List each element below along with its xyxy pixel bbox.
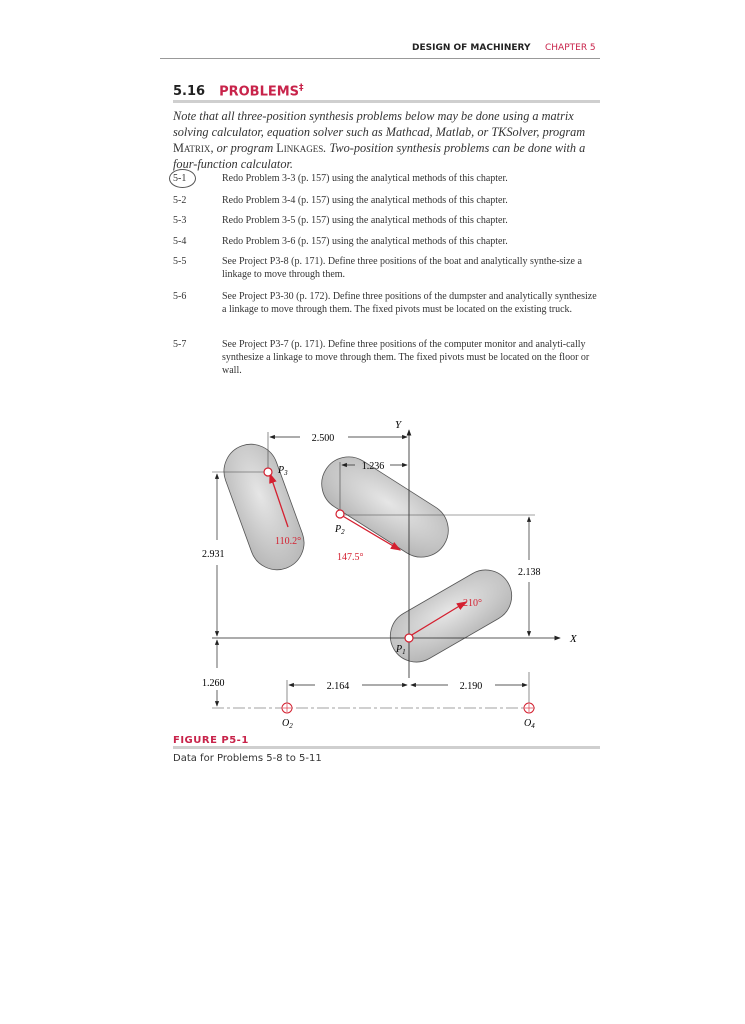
section-name: PROBLEMS — [219, 84, 300, 100]
problem-text: Redo Problem 3-6 (p. 157) using the analytical methods of this chapter. — [222, 236, 508, 247]
label-p3: $P_3$ — [278, 465, 288, 477]
problem-number: 5-1 — [173, 173, 187, 184]
coupler-body-3 — [216, 437, 311, 578]
problem-text: Redo Problem 3-3 (p. 157) using the analytical methods of this chapter. — [222, 173, 508, 184]
note-line-3c: . Two-position synthesis problems can be done with a four-function — [173, 141, 586, 171]
problem-number: 5-6 — [173, 291, 187, 302]
coupler-body-2 — [311, 447, 458, 568]
section-title — [173, 83, 304, 99]
dim-1260: 1.260 — [202, 678, 225, 689]
point-p2 — [336, 510, 344, 518]
angle-p1: 210° — [463, 598, 482, 609]
problem-text: See Project P3-7 (p. 171). Define three positions of the computer monitor and analyti-cally synthesize a linkage to move through them. The fixed pivots must be located on the floor or wall. — [222, 339, 590, 376]
header-rule — [160, 58, 600, 59]
running-header — [160, 40, 600, 56]
problem-number: 5-3 — [173, 215, 187, 226]
angle-p2: 147.5° — [337, 552, 364, 563]
figure-rule — [173, 746, 600, 749]
problem-number: 5-5 — [173, 256, 187, 267]
intro-note — [173, 108, 603, 172]
point-p3 — [264, 468, 272, 476]
section-rule — [173, 100, 600, 103]
angle-p3: 110.2° — [275, 536, 302, 547]
figure-caption-label: FIGURE P5-1 — [173, 735, 249, 746]
dim-2190: 2.190 — [459, 681, 483, 692]
book-title: DESIGN OF MACHINERY — [412, 43, 531, 53]
note-line-4: calculator. — [240, 157, 293, 171]
footnote-mark: ‡ — [299, 83, 304, 93]
linkages-word: Linkages — [276, 141, 324, 155]
matrix-word: Matrix — [173, 141, 211, 155]
dim-2138: 2.138 — [518, 567, 541, 578]
label-p1: $P_1$ — [396, 644, 406, 656]
linkage-diagram — [190, 410, 610, 730]
note-line-3b: program — [230, 141, 274, 155]
point-p1 — [405, 634, 413, 642]
figure-caption-text: Data for Problems 5-8 to 5-11 — [173, 753, 322, 764]
figure-p5-1 — [190, 410, 610, 735]
label-p2: $P_2$ — [335, 524, 345, 536]
label-o2: $O_2$ — [282, 718, 293, 730]
dim-2931: 2.931 — [202, 549, 225, 560]
problem-number: 5-7 — [173, 339, 187, 350]
problem-text: See Project P3-8 (p. 171). Define three positions of the boat and analytically synthe-size a linkage to move through them. — [222, 256, 582, 280]
problem-number: 5-2 — [173, 195, 187, 206]
label-o4: $O_4$ — [524, 718, 535, 730]
dim-2164: 2.164 — [326, 681, 350, 692]
problem-text: See Project P3-30 (p. 172). Define three positions of the dumpster and analytically synthesize a linkage to move through them. The fixed pivots must be located on the existing truck. — [222, 291, 597, 315]
dim-1236: 1.236 — [361, 461, 385, 472]
problem-number: 5-4 — [173, 236, 187, 247]
note-line-3a: , or — [210, 141, 228, 155]
problem-text: Redo Problem 3-5 (p. 157) using the analytical methods of this chapter. — [222, 215, 508, 226]
y-axis-label: Y — [395, 419, 402, 431]
section-number: 5.16 — [173, 84, 206, 100]
problem-text: Redo Problem 3-4 (p. 157) using the analytical methods of this chapter. — [222, 195, 508, 206]
note-line-1: Note that all three-position synthesis problems below may be done using a matrix solving — [173, 109, 574, 139]
chapter-label: CHAPTER 5 — [545, 43, 596, 53]
dim-2500: 2.500 — [311, 433, 335, 444]
x-axis-label: X — [570, 633, 577, 645]
note-line-2: calculator, equation solver such as Mathcad, Matlab, or TKSolver, program — [211, 125, 586, 139]
